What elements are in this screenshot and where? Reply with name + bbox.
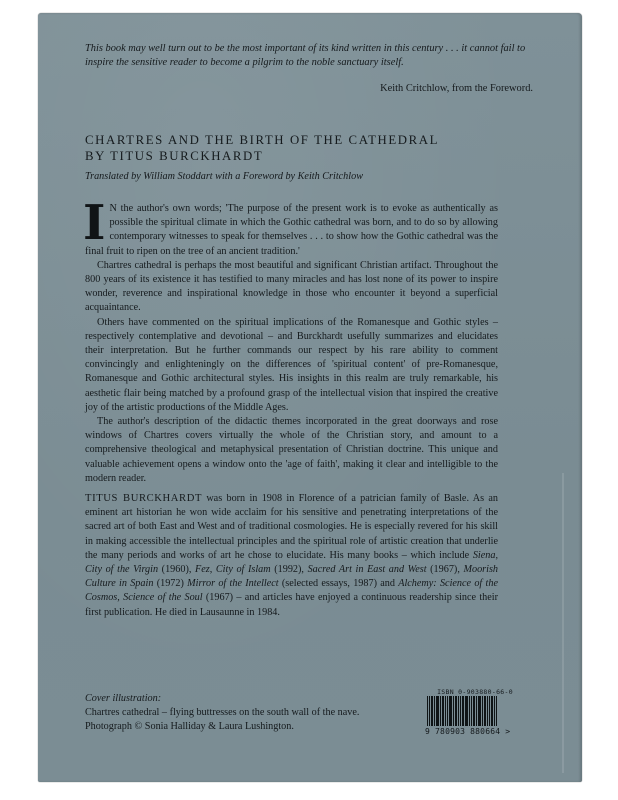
book-alchemy: Alchemy: Science of the Cosmos, Science of the Soul [85,578,498,604]
cover-illustration-label: Cover illustration: [85,693,162,704]
cover-crease [562,473,564,773]
book-mirror-intellect: Mirror of the Intellect [187,578,279,590]
foreword-quote: This book may well turn out to be the most important of its kind written in this century . . . it cannot fail to inspire the sensitive reader to become a pilgrim to the noble sanctuary itself. [85,43,526,68]
photo-credit: Photograph © Sonia Halliday & Laura Lushington. [85,721,294,732]
isbn-barcode-block [425,688,515,736]
description-paragraph-4: The author's description of the didactic themes incorporated in the great doorways and rose windows of Chartres covers virtually the whole of the Christian story, and amount to a comprehensive theological and metaphysical presentation of Christian doctrine. This unique and valuable achievement opens a window onto the 'age of faith', making it clear and intelligible to the modern reader. [85,416,498,484]
description-paragraph-1: I N the author's own words; 'The purpose of the present work is to evoke as authentically as possible the spiritual climate in which the Gothic cathedral was born, and to do so by allowing contemporary witnesses to speak for themselves . . . to show how the Gothic cathedral was the final fruit to ripen on the tree of an ancient tradition.' [83,195,498,257]
book-moorish-culture: Moorish Culture in Spain [85,564,499,590]
cover-illustration-caption: Chartres cathedral – flying buttresses on the south wall of the nave. [85,707,360,718]
book-description [83,195,498,486]
translator-credit: Translated by William Stoddart with a Foreword by Keith Critchlow [85,171,363,182]
description-paragraph-3: Others have commented on the spiritual implications of the Romanesque and Gothic styles – respectively contemplative and devotional – and Burckhardt usefully summarizes and elucidates their interpretation. But he further commands our respect by his rare ability to comment convincingly and enlighteningly on the differences of 'spiritual content' of pre-Romanesque, Romanesque and Gothic architectural styles. His insights in this realm are truly remarkable, his aesthetic flair being matched by a profound grasp of the intellectual vision that inspired the creative joy of the artistic productions of the Middle Ages. [85,316,498,413]
title-line-1: CHARTRES AND THE BIRTH OF THE CATHEDRAL [85,133,440,147]
description-paragraph-2: Chartres cathedral is perhaps the most beautiful and significant Christian artifact. Throughout the 800 years of its existence it has testified to many miracles and has lost none of its power to inspire wonder, reverence and inspirational knowledge in those who encounter it beyond a superficial acquaintance. [85,259,498,314]
book-title [85,132,565,164]
isbn-digits: 9 780903 880664 > [425,727,511,736]
drop-cap: I [83,195,106,251]
author-bio: TITUS BURCKHARDT was born in 1908 in Florence of a patrician family of Basle. As an eminent art historian he won wide acclaim for his sensitive and penetrating interpretations of the sacred art of both East and West and of traditional cosmologies. He is especially revered for his skill in making accessible the intellectual principles and the spiritual role of artistic creation that underlie the many periods and works of art he chose to elucidate. His many books – which include Siena, City of the Virgin (1960), Fez, City of Islam (1992), Sacred Art in East and West (1967), Moorish Culture in Spain (1972) Mirror of the Intellect (selected essays, 1987) and Alchemy: Science of the Cosmos, Science of the Soul (1967) – and articles have enjoyed a continuous readership since their first publication. He died in Lausaunne in 1984. [85,493,499,618]
isbn-label: ISBN 0-903880-66-0 [437,688,513,696]
barcode-icon [427,696,515,726]
quote-attribution: Keith Critchlow, from the Foreword. [380,83,533,94]
book-sacred-art: Sacred Art in East and West [307,564,427,576]
author-name: TITUS BURCKHARDT [85,493,203,504]
title-line-2: BY TITUS BURCKHARDT [85,149,264,163]
book-fez: Fez, City of Islam [195,564,271,576]
cover-credits [85,692,359,734]
book-siena: Siena, City of the Virgin [85,549,498,576]
